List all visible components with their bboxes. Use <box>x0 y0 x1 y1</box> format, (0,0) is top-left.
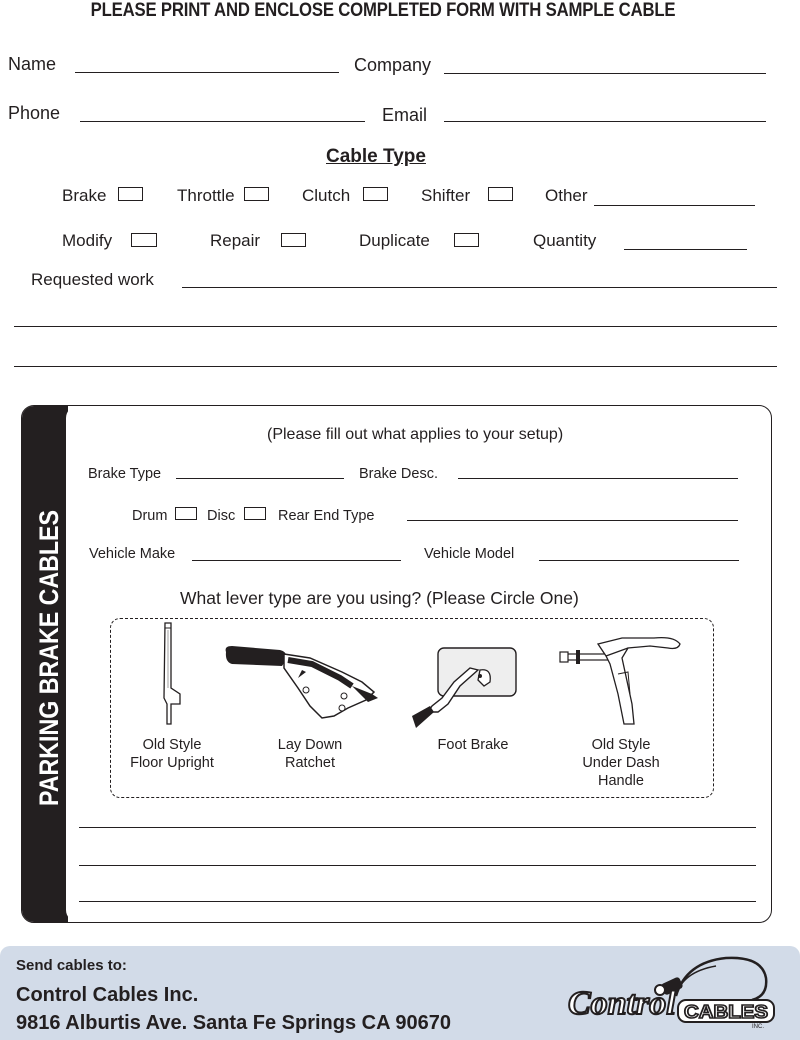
throttle-label: Throttle <box>177 186 235 205</box>
cable-type-heading: Cable Type <box>326 146 426 167</box>
modify-label: Modify <box>62 231 113 250</box>
footer-company: Control Cables Inc. <box>16 984 199 1006</box>
shifter-checkbox[interactable] <box>488 187 513 201</box>
svg-text:INC.: INC. <box>752 1024 764 1030</box>
vehicle-model-line[interactable] <box>539 560 739 561</box>
panel-note-line-3[interactable] <box>79 901 756 902</box>
floor-upright-lever-icon[interactable] <box>158 620 188 730</box>
disc-checkbox[interactable] <box>244 507 266 520</box>
rear-end-type-label: Rear End Type <box>278 508 375 524</box>
form-header: PLEASE PRINT AND ENCLOSE COMPLETED FORM WITH SAMPLE CABLE <box>90 0 676 21</box>
company-line[interactable] <box>444 73 766 74</box>
clutch-label: Clutch <box>302 186 351 205</box>
duplicate-label: Duplicate <box>359 231 430 250</box>
lever-caption-floor-upright <box>112 736 232 772</box>
vehicle-model-label: Vehicle Model <box>424 546 515 562</box>
phone-line[interactable] <box>80 121 365 122</box>
svg-text:CABLES: CABLES <box>684 1002 768 1022</box>
clutch-checkbox[interactable] <box>363 187 388 201</box>
panel-note-line-1[interactable] <box>79 827 756 828</box>
foot-brake-icon[interactable] <box>408 646 520 732</box>
lay-down-ratchet-icon[interactable] <box>222 642 382 724</box>
other-line[interactable] <box>594 205 755 206</box>
panel-instruction: (Please fill out what applies to your setup) <box>267 426 564 443</box>
caption-line: Floor Upright <box>130 755 214 771</box>
repair-label: Repair <box>210 231 261 250</box>
brake-label: Brake <box>62 186 107 205</box>
rear-end-type-line[interactable] <box>407 520 738 521</box>
under-dash-handle-icon[interactable] <box>558 634 684 726</box>
caption-line: Foot Brake <box>437 737 509 753</box>
control-cables-logo <box>566 952 782 1032</box>
email-line[interactable] <box>444 121 766 122</box>
lever-caption-lay-down <box>250 736 370 772</box>
vehicle-make-label: Vehicle Make <box>89 546 176 562</box>
requested-work-line-3[interactable] <box>14 366 777 367</box>
brake-type-label: Brake Type <box>88 466 162 482</box>
disc-label: Disc <box>207 508 236 524</box>
requested-work-line-1[interactable] <box>182 287 777 288</box>
brake-desc-line[interactable] <box>458 478 738 479</box>
phone-label: Phone <box>8 103 61 123</box>
quantity-line[interactable] <box>624 249 747 250</box>
lever-caption-under-dash <box>561 736 681 790</box>
svg-text:PARKING BRAKE CABLES: PARKING BRAKE CABLES <box>34 508 64 806</box>
name-line[interactable] <box>75 72 339 73</box>
svg-text:Control: Control <box>568 985 676 1022</box>
caption-line: Lay Down <box>277 737 343 753</box>
drum-label: Drum <box>132 508 168 524</box>
throttle-checkbox[interactable] <box>244 187 269 201</box>
modify-checkbox[interactable] <box>131 233 157 247</box>
caption-line: Old Style <box>142 737 202 753</box>
requested-work-label: Requested work <box>31 270 154 289</box>
lever-question: What lever type are you using? (Please Circle One) <box>180 588 579 608</box>
caption-line: Under Dash <box>582 755 660 771</box>
other-label: Other <box>545 186 588 205</box>
company-label: Company <box>354 55 432 75</box>
caption-line: Ratchet <box>285 755 335 771</box>
quantity-label: Quantity <box>533 231 597 250</box>
drum-checkbox[interactable] <box>175 507 197 520</box>
brake-type-line[interactable] <box>176 478 344 479</box>
vehicle-make-line[interactable] <box>192 560 401 561</box>
repair-checkbox[interactable] <box>281 233 306 247</box>
requested-work-line-2[interactable] <box>14 326 777 327</box>
brake-desc-label: Brake Desc. <box>359 466 438 482</box>
name-label: Name <box>8 54 57 74</box>
lever-caption-foot-brake <box>413 736 533 754</box>
brake-checkbox[interactable] <box>118 187 143 201</box>
footer-address: 9816 Alburtis Ave. Santa Fe Springs CA 90670 <box>16 1012 451 1034</box>
duplicate-checkbox[interactable] <box>454 233 479 247</box>
email-label: Email <box>382 105 428 125</box>
caption-line: Old Style <box>591 737 651 753</box>
caption-line: Handle <box>598 773 644 789</box>
parking-brake-vertical-title <box>28 508 68 808</box>
shifter-label: Shifter <box>421 186 471 205</box>
panel-note-line-2[interactable] <box>79 865 756 866</box>
send-cables-label: Send cables to: <box>16 957 127 974</box>
